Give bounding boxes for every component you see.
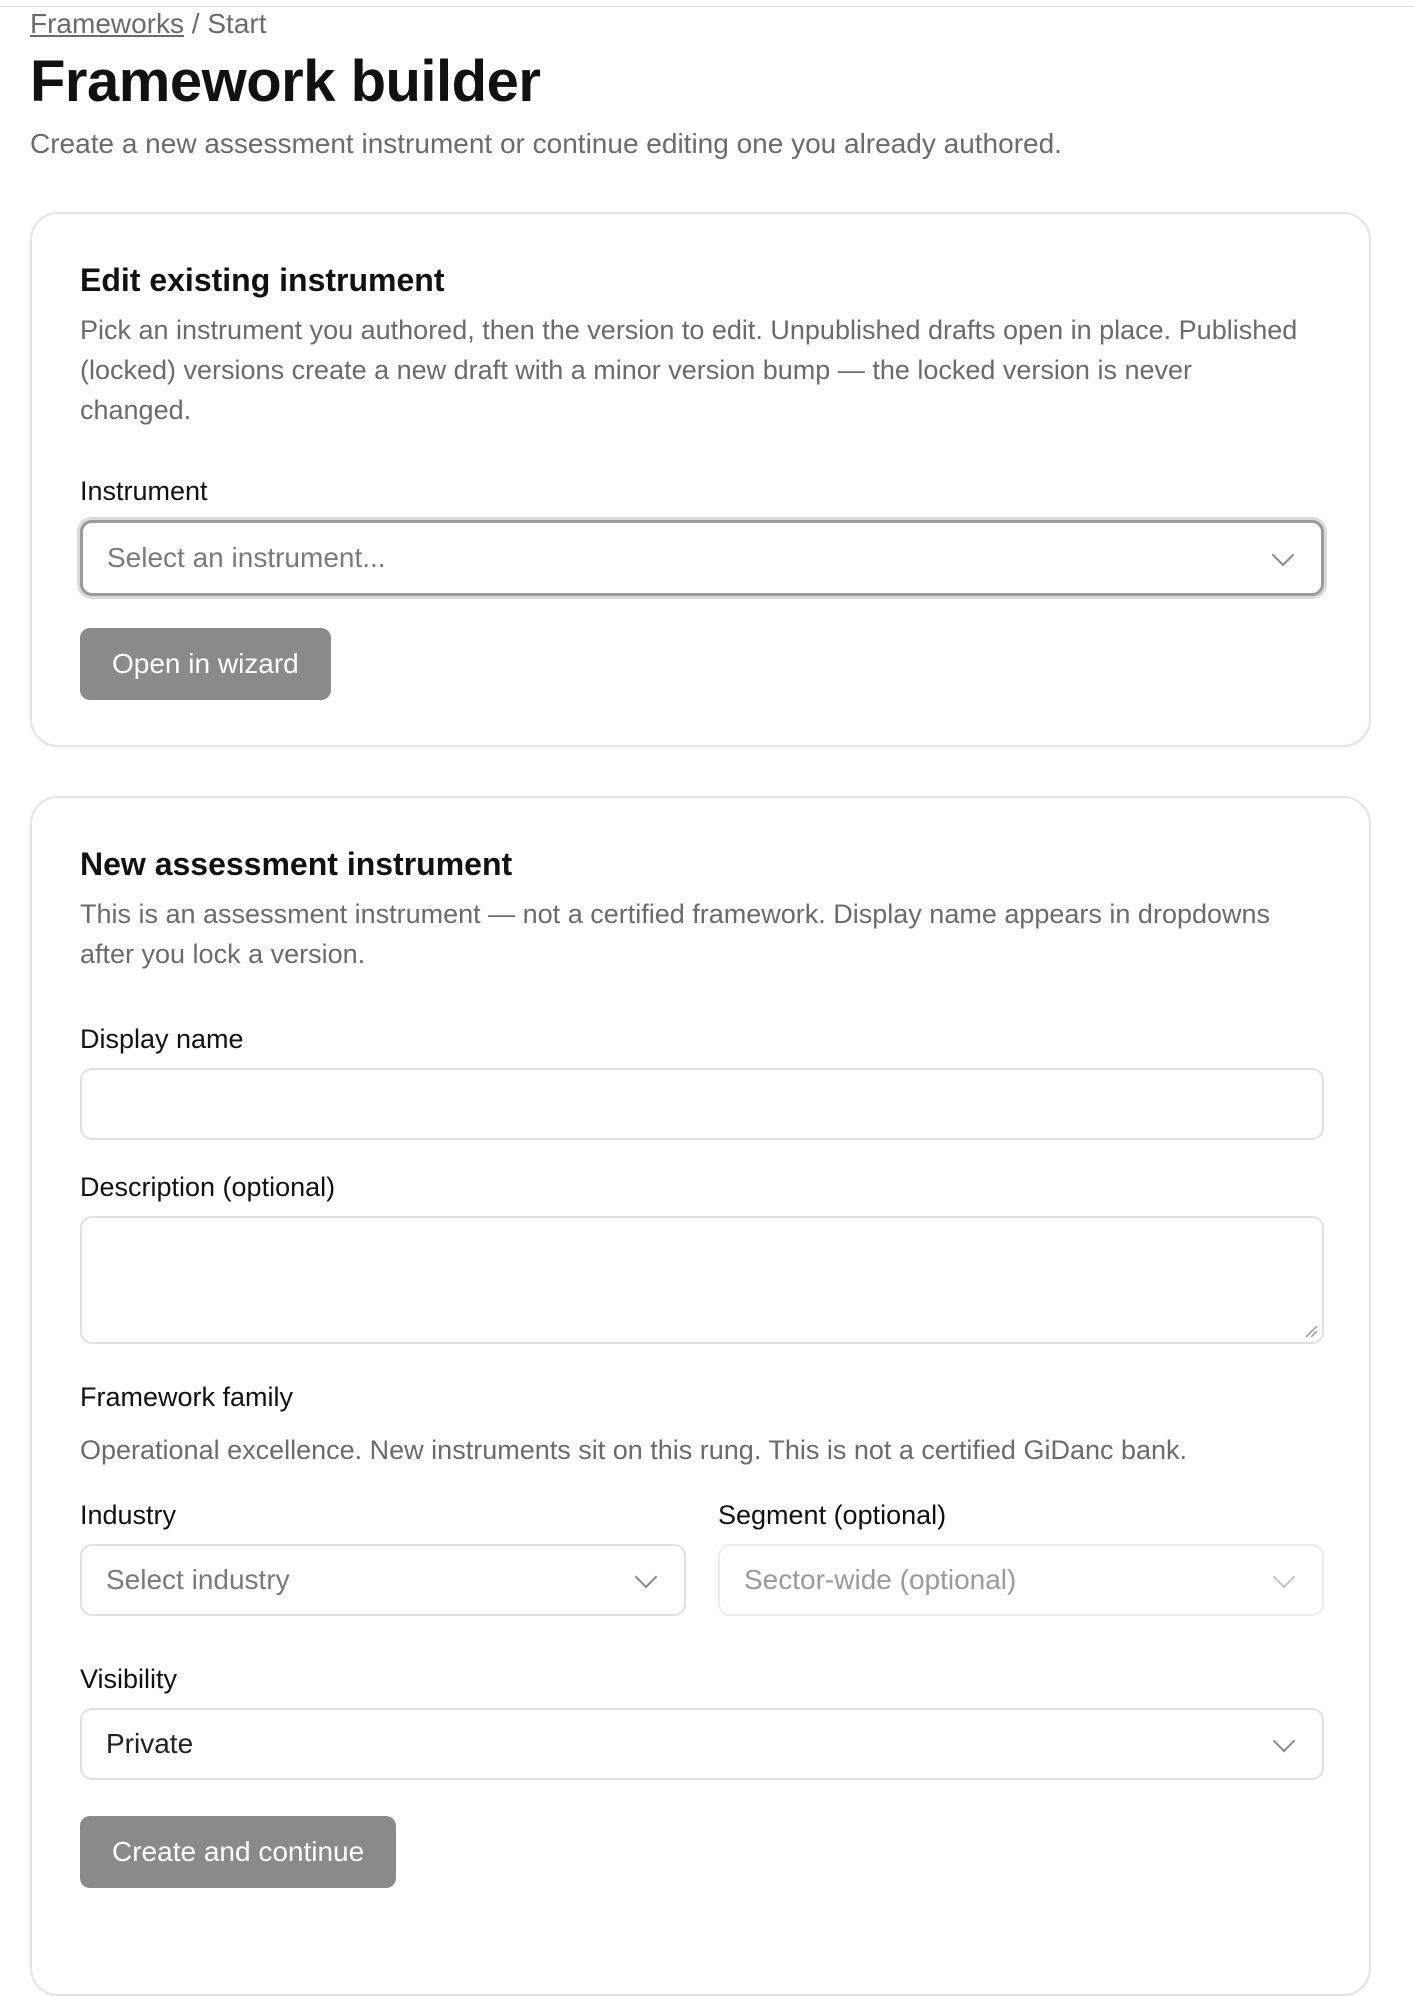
instrument-select[interactable] [80,520,1324,596]
resize-handle-icon[interactable] [1304,1324,1318,1338]
breadcrumb-current: Start [207,8,267,39]
display-name-label: Display name [80,1024,244,1054]
new-card-description: This is an assessment instrument — not a certified framework. Display name appears in dropdowns after you lock a version. [80,899,1271,969]
industry-select[interactable] [80,1544,686,1616]
description-textarea[interactable] [80,1216,1324,1344]
breadcrumb [30,8,267,40]
top-divider [0,6,1414,7]
page-title: Framework builder [30,49,541,114]
create-and-continue-button[interactable]: Create and continue [80,1816,396,1888]
edit-instrument-card [30,212,1371,747]
display-name-input[interactable] [80,1068,1324,1140]
segment-select-placeholder: Sector-wide (optional) [744,1564,1017,1595]
edit-card-description: Pick an instrument you authored, then the version to edit. Unpublished drafts open in place. Published (locked) versions create a new draft with a minor version bump — the locked version is never changed. [80,315,1298,425]
new-card-title: New assessment instrument [80,846,513,882]
visibility-select-value: Private [106,1728,194,1759]
segment-select[interactable] [718,1544,1324,1616]
chevron-down-icon [1272,544,1295,567]
industry-select-placeholder: Select industry [106,1564,290,1595]
visibility-label: Visibility [80,1664,178,1694]
industry-label: Industry [80,1500,177,1530]
framework-family-text: Operational excellence. New instruments sit on this rung. This is not a certified GiDanc bank. [80,1435,1188,1465]
breadcrumb-link-frameworks[interactable]: Frameworks [30,8,185,39]
framework-family-label: Framework family [80,1382,294,1412]
chevron-down-icon [635,1566,658,1589]
instrument-label: Instrument [80,476,208,506]
chevron-down-icon [1273,1730,1296,1753]
visibility-select[interactable] [80,1708,1324,1780]
open-in-wizard-button[interactable]: Open in wizard [80,628,331,700]
new-instrument-card [30,796,1371,1996]
page-subtitle: Create a new assessment instrument or continue editing one you already authored. [30,128,1062,159]
description-label: Description (optional) [80,1172,336,1202]
chevron-down-icon [1273,1566,1296,1589]
edit-card-title: Edit existing instrument [80,262,445,298]
segment-label: Segment (optional) [718,1500,947,1530]
instrument-select-placeholder: Select an instrument... [107,542,386,573]
breadcrumb-separator: / [184,8,208,39]
